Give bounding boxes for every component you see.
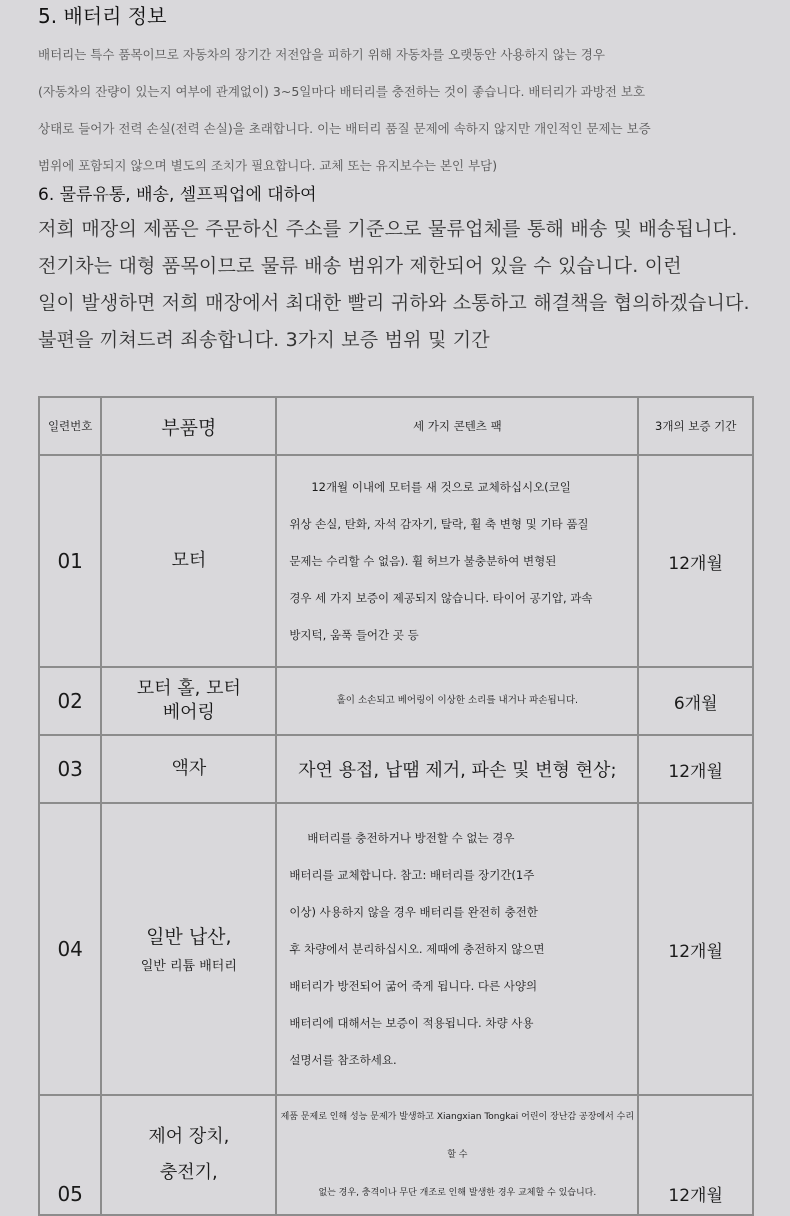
table-header-row [39,397,753,455]
section5-line: 범위에 포함되지 않으며 별도의 조치가 필요합니다. 교체 또는 유지보수는 본인 부담) [38,158,498,173]
content-line: 배터리에 대해서는 보증이 적용됩니다. 차량 사용 [289,1015,534,1030]
section5-line: 상태로 들어가 전력 손실(전력 손실)을 초래합니다. 이는 배터리 품질 문제에 속하지 않지만 개인적인 문제는 보증 [38,121,651,136]
row-content [276,803,638,1095]
content-line: 배터리를 교체합니다. 참고: 배터리를 장기간(1주 [289,867,535,882]
row-number: 01 [39,455,101,667]
table-row [39,667,753,735]
section6-paragraph [38,211,768,359]
row-period: 12개월 [638,803,753,1095]
part-line: 베어링 [162,702,215,723]
section6-title: 6. 물류유통, 배송, 셀프픽업에 대하여 [38,185,317,205]
warranty-table [38,396,754,1216]
content-line: 이상) 사용하지 않을 경우 배터리를 완전히 충전한 [289,904,538,919]
content-line: 배터리가 방전되어 굶어 죽게 됩니다. 다른 사양의 [289,978,538,993]
row-part [101,667,276,735]
table-row [39,1095,753,1215]
section5-line: 배터리는 특수 품목이므로 자동차의 장기간 저전압을 피하기 위해 자동차를 오랫동안 사용하지 않는 경우 [38,47,605,62]
part-line: 일반 리튬 배터리 [140,959,237,974]
content-line: 12개월 이내에 모터를 새 것으로 교체하십시오(코일 [311,479,571,494]
section6-line: 전기차는 대형 품목이므로 물류 배송 범위가 제한되어 있을 수 있습니다. 이런 [38,255,682,277]
section5-line: (자동차의 잔량이 있는지 여부에 관계없이) 3~5일마다 배터리를 충전하는 것이 좋습니다. 배터리가 과방전 보호 [38,84,646,99]
row-part: 모터 [101,455,276,667]
row-number: 03 [39,735,101,803]
section5-paragraph [38,36,758,184]
content-line: 위상 손실, 탄화, 자석 감자기, 탈락, 휠 축 변형 및 기타 품질 [289,516,589,531]
content-line: 설명서를 참조하세요. [289,1052,397,1067]
content-line: 경우 세 가지 보증이 제공되지 않습니다. 타이어 공기압, 과속 [289,590,593,605]
content-line: 없는 경우, 충격이나 무단 개조로 인해 발생한 경우 교체할 수 있습니다. [318,1188,597,1198]
row-part [101,1095,276,1215]
row-period: 6개월 [638,667,753,735]
table-row [39,735,753,803]
header-serial: 일련번호 [39,397,101,455]
table-row [39,803,753,1095]
content-line: 문제는 수리할 수 없음). 휠 허브가 불충분하여 변형된 [289,553,557,568]
section6-line: 불편을 끼쳐드려 죄송합니다. 3가지 보증 범위 및 기간 [38,329,490,351]
header-content: 세 가지 콘텐츠 팩 [276,397,638,455]
row-period: 12개월 [638,455,753,667]
part-line: 제어 장치, [148,1126,230,1147]
row-content [276,1095,638,1215]
section6-line: 저희 매장의 제품은 주문하신 주소를 기준으로 물류업체를 통해 배송 및 배송됩니다. [38,218,738,240]
row-number: 02 [39,667,101,735]
header-period: 3개의 보증 기간 [638,397,753,455]
content-line: 제품 문제로 인해 성능 문제가 발생하고 Xiangxian Tongkai 어린이 장난감 공장에서 수리할 수 [280,1112,635,1160]
part-line: 일반 납산, [146,926,232,948]
row-period: 12개월 [638,735,753,803]
row-content [276,455,638,667]
content-line: 후 차량에서 분리하십시오. 제때에 충전하지 않으면 [289,941,545,956]
row-period: 12개월 [638,1095,753,1215]
row-content: 홀이 소손되고 베어링이 이상한 소리를 내거나 파손됩니다. [276,667,638,735]
row-content: 자연 용접, 납땜 제거, 파손 및 변형 현상; [276,735,638,803]
content-line: 방지턱, 움푹 들어간 곳 등 [289,627,419,642]
part-line: 충전기, [159,1162,218,1183]
table-row [39,455,753,667]
content-line: 배터리를 충전하거나 방전할 수 없는 경우 [307,830,515,845]
section5-title: 5. 배터리 정보 [38,4,167,28]
row-number: 04 [39,803,101,1095]
part-line: 모터 홀, 모터 [136,678,241,699]
row-part: 액자 [101,735,276,803]
header-part: 부품명 [101,397,276,455]
row-part [101,803,276,1095]
section6-line: 일이 발생하면 저희 매장에서 최대한 빨리 귀하와 소통하고 해결책을 협의하겠습니다. [38,292,750,314]
row-number: 05 [39,1095,101,1215]
